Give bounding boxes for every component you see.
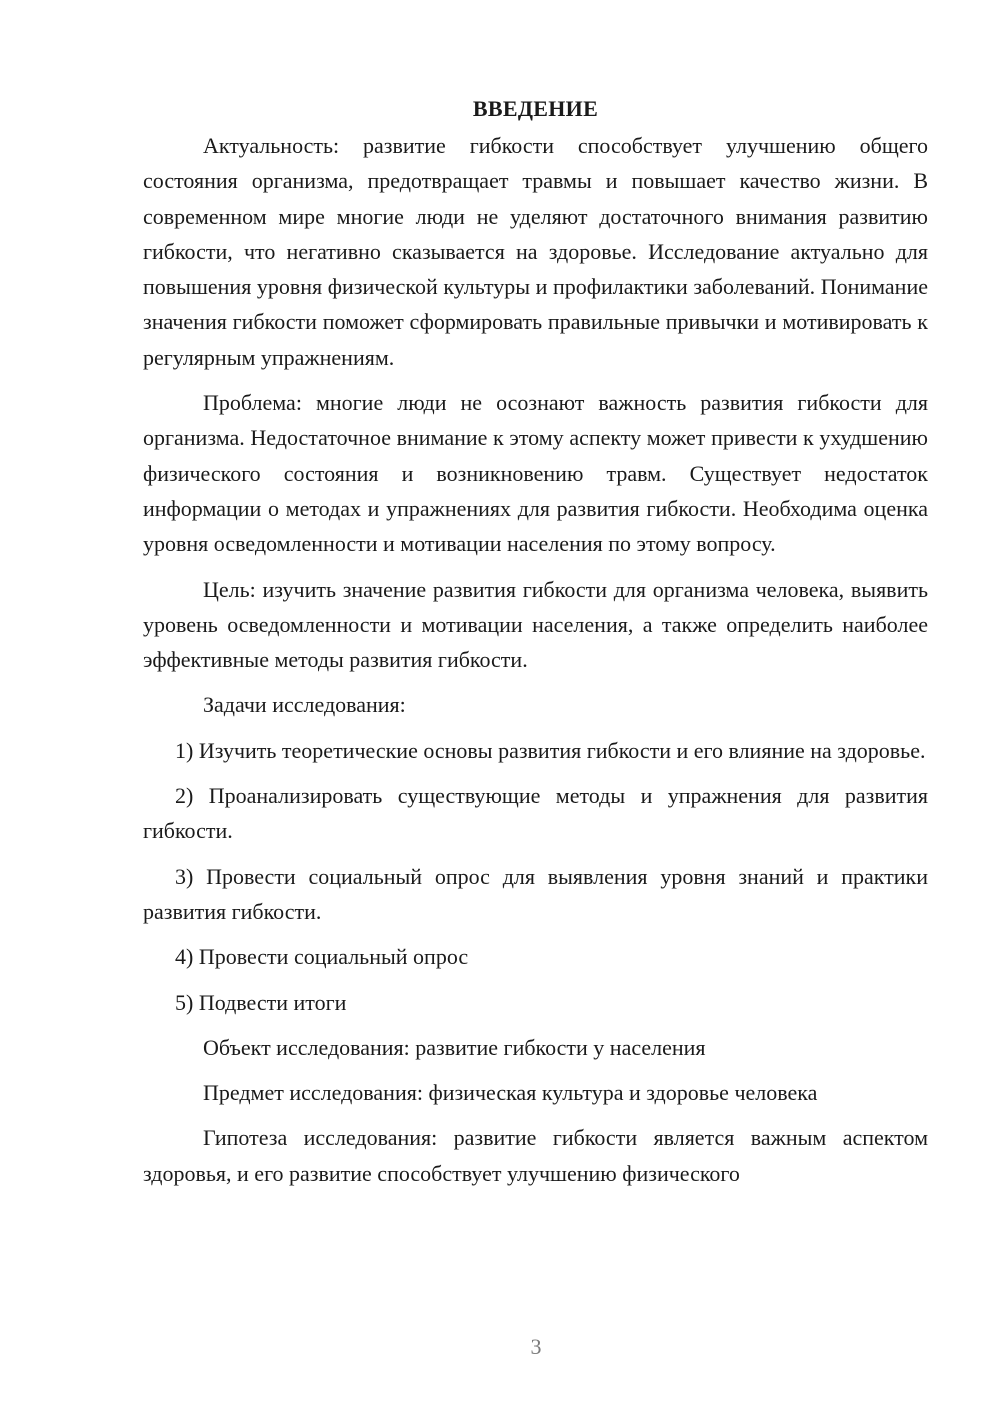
task-item-2: 2) Проанализировать существующие методы и упражнения для развития гибкости. bbox=[143, 783, 928, 844]
page-number: 3 bbox=[530, 1334, 542, 1359]
task-item-5: 5) Подвести итоги bbox=[175, 989, 347, 1015]
tasks-heading: Задачи исследования: bbox=[203, 692, 406, 718]
section-title: ВВЕДЕНИЕ bbox=[472, 96, 599, 121]
problem-paragraph: Проблема: многие люди не осознают важность развития гибкости для организма. Недостаточное внимание к этому аспекту может привести к ухудшению физического состояния и возникновению травм. Существует недостаток информации о методах и упражнениях для развития гибкости. Необходима оценка уровня осведомленности и мотивации населения по этому вопросу. bbox=[143, 390, 928, 557]
task-item-3: 3) Провести социальный опрос для выявления уровня знаний и практики развития гибкости. bbox=[143, 863, 928, 924]
goal-paragraph: Цель: изучить значение развития гибкости для организма человека, выявить уровень осведомленности и мотивации населения, а также определить наиболее эффективные методы развития гибкости. bbox=[143, 576, 928, 673]
task-item-1: 1) Изучить теоретические основы развития гибкости и его влияние на здоровье. bbox=[175, 737, 926, 763]
hypothesis-paragraph: Гипотеза исследования: развитие гибкости является важным аспектом здоровья, и его развитие способствует улучшению физического bbox=[143, 1125, 928, 1186]
relevance-paragraph: Актуальность: развитие гибкости способствует улучшению общего состояния организма, предотвращает травмы и повышает качество жизни. В современном мире многие люди не уделяют достаточного внимания развитию гибкости, что негативно сказывается на здоровье. Исследование актуально для повышения уровня физической культуры и профилактики заболеваний. Понимание значения гибкости поможет сформировать правильные привычки и мотивировать к регулярным упражнениям. bbox=[143, 133, 928, 370]
subject-paragraph: Предмет исследования: физическая культура и здоровье человека bbox=[203, 1080, 818, 1106]
object-paragraph: Объект исследования: развитие гибкости у населения bbox=[203, 1034, 706, 1060]
task-item-4: 4) Провести социальный опрос bbox=[175, 944, 469, 970]
document-page bbox=[143, 94, 928, 1191]
